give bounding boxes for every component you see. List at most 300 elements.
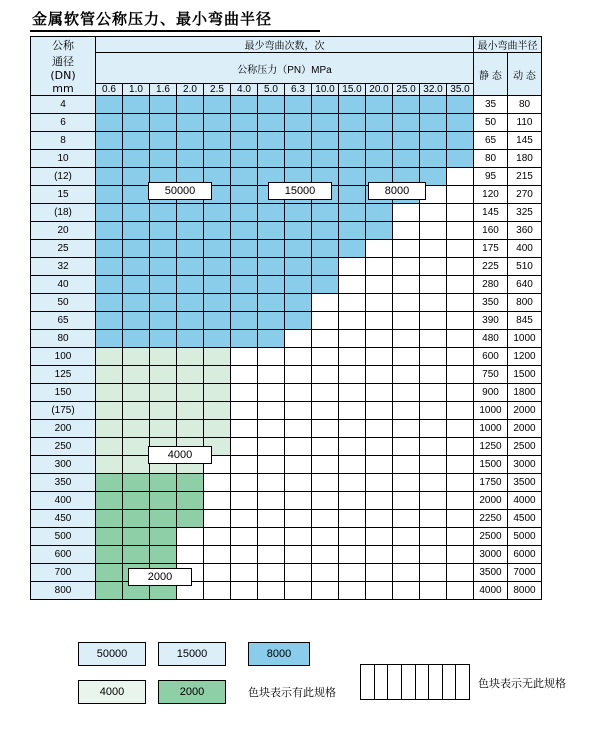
cell-23-7 bbox=[285, 510, 312, 528]
cell-8-3 bbox=[177, 240, 204, 258]
callout-8000: 8000 bbox=[368, 182, 426, 200]
cell-23-6 bbox=[258, 510, 285, 528]
cell-25-11 bbox=[393, 546, 420, 564]
cell-1-6 bbox=[258, 114, 285, 132]
cell-14-4 bbox=[204, 348, 231, 366]
legend-blank-note: 色块表示无此规格 bbox=[478, 677, 566, 690]
cell-0-8 bbox=[312, 96, 339, 114]
cell-10-5 bbox=[231, 276, 258, 294]
cell-16-3 bbox=[177, 384, 204, 402]
cell-17-12 bbox=[420, 402, 447, 420]
table-row bbox=[31, 96, 542, 114]
table-row bbox=[31, 150, 542, 168]
cell-16-2 bbox=[150, 384, 177, 402]
cell-6-7 bbox=[285, 204, 312, 222]
cell-9-0 bbox=[96, 258, 123, 276]
cell-7-0 bbox=[96, 222, 123, 240]
pressure-col-4: 2.5 bbox=[204, 84, 231, 96]
static-radius: 390 bbox=[474, 312, 508, 330]
static-radius: 160 bbox=[474, 222, 508, 240]
cell-21-11 bbox=[393, 474, 420, 492]
cell-16-11 bbox=[393, 384, 420, 402]
cell-25-9 bbox=[339, 546, 366, 564]
dynamic-radius: 1200 bbox=[508, 348, 542, 366]
cell-12-8 bbox=[312, 312, 339, 330]
cell-15-12 bbox=[420, 366, 447, 384]
cell-17-9 bbox=[339, 402, 366, 420]
cell-2-7 bbox=[285, 132, 312, 150]
cell-9-8 bbox=[312, 258, 339, 276]
static-radius: 175 bbox=[474, 240, 508, 258]
cell-17-2 bbox=[150, 402, 177, 420]
cell-25-7 bbox=[285, 546, 312, 564]
dynamic-radius: 1500 bbox=[508, 366, 542, 384]
cell-27-9 bbox=[339, 582, 366, 600]
cell-16-1 bbox=[123, 384, 150, 402]
dynamic-radius: 80 bbox=[508, 96, 542, 114]
cell-2-3 bbox=[177, 132, 204, 150]
cell-25-1 bbox=[123, 546, 150, 564]
cell-24-4 bbox=[204, 528, 231, 546]
table-row bbox=[31, 240, 542, 258]
cell-8-2 bbox=[150, 240, 177, 258]
cell-4-5 bbox=[231, 168, 258, 186]
table-row bbox=[31, 510, 542, 528]
cell-3-8 bbox=[312, 150, 339, 168]
cell-2-0 bbox=[96, 132, 123, 150]
pressure-col-12: 32.0 bbox=[420, 84, 447, 96]
legend-box-15000: 15000 bbox=[158, 642, 226, 666]
cell-14-2 bbox=[150, 348, 177, 366]
cell-21-0 bbox=[96, 474, 123, 492]
dn-value: 65 bbox=[31, 312, 96, 330]
cell-6-13 bbox=[447, 204, 474, 222]
cell-10-2 bbox=[150, 276, 177, 294]
cell-18-6 bbox=[258, 420, 285, 438]
cell-7-7 bbox=[285, 222, 312, 240]
table-row bbox=[31, 348, 542, 366]
static-radius: 95 bbox=[474, 168, 508, 186]
cell-1-2 bbox=[150, 114, 177, 132]
cell-24-9 bbox=[339, 528, 366, 546]
table-row bbox=[31, 474, 542, 492]
cell-8-11 bbox=[393, 240, 420, 258]
cell-20-8 bbox=[312, 456, 339, 474]
cell-18-10 bbox=[366, 420, 393, 438]
cell-22-10 bbox=[366, 492, 393, 510]
cell-2-8 bbox=[312, 132, 339, 150]
cell-27-5 bbox=[231, 582, 258, 600]
cell-9-5 bbox=[231, 258, 258, 276]
cell-21-1 bbox=[123, 474, 150, 492]
cell-25-3 bbox=[177, 546, 204, 564]
cell-0-4 bbox=[204, 96, 231, 114]
dynamic-radius: 110 bbox=[508, 114, 542, 132]
dynamic-radius: 800 bbox=[508, 294, 542, 312]
cell-17-0 bbox=[96, 402, 123, 420]
dn-value: 25 bbox=[31, 240, 96, 258]
cell-22-5 bbox=[231, 492, 258, 510]
cell-7-4 bbox=[204, 222, 231, 240]
pressure-col-11: 25.0 bbox=[393, 84, 420, 96]
cell-7-3 bbox=[177, 222, 204, 240]
cell-8-5 bbox=[231, 240, 258, 258]
cell-0-0 bbox=[96, 96, 123, 114]
dynamic-radius: 180 bbox=[508, 150, 542, 168]
static-radius: 65 bbox=[474, 132, 508, 150]
bend-count-header: 最少弯曲次数，次 bbox=[96, 37, 474, 53]
cell-15-6 bbox=[258, 366, 285, 384]
cell-26-13 bbox=[447, 564, 474, 582]
table-row bbox=[31, 402, 542, 420]
cell-24-6 bbox=[258, 528, 285, 546]
cell-13-13 bbox=[447, 330, 474, 348]
cell-24-12 bbox=[420, 528, 447, 546]
cell-14-3 bbox=[177, 348, 204, 366]
cell-0-11 bbox=[393, 96, 420, 114]
dynamic-radius: 4000 bbox=[508, 492, 542, 510]
cell-3-5 bbox=[231, 150, 258, 168]
cell-20-11 bbox=[393, 456, 420, 474]
cell-23-12 bbox=[420, 510, 447, 528]
cell-6-5 bbox=[231, 204, 258, 222]
cell-2-9 bbox=[339, 132, 366, 150]
cell-20-13 bbox=[447, 456, 474, 474]
cell-0-9 bbox=[339, 96, 366, 114]
pressure-col-1: 1.0 bbox=[123, 84, 150, 96]
static-radius: 1000 bbox=[474, 420, 508, 438]
cell-16-0 bbox=[96, 384, 123, 402]
cell-22-13 bbox=[447, 492, 474, 510]
static-radius: 3500 bbox=[474, 564, 508, 582]
cell-22-0 bbox=[96, 492, 123, 510]
dn-value: 200 bbox=[31, 420, 96, 438]
static-header: 静 态 bbox=[474, 53, 508, 96]
cell-19-11 bbox=[393, 438, 420, 456]
table-row bbox=[31, 420, 542, 438]
cell-1-9 bbox=[339, 114, 366, 132]
cell-24-3 bbox=[177, 528, 204, 546]
cell-24-0 bbox=[96, 528, 123, 546]
cell-4-1 bbox=[123, 168, 150, 186]
dn-header-line-1: 通径 bbox=[52, 55, 74, 68]
cell-15-2 bbox=[150, 366, 177, 384]
cell-12-0 bbox=[96, 312, 123, 330]
cell-14-13 bbox=[447, 348, 474, 366]
dn-value: 400 bbox=[31, 492, 96, 510]
dn-value: 20 bbox=[31, 222, 96, 240]
legend bbox=[30, 636, 570, 726]
cell-9-7 bbox=[285, 258, 312, 276]
cell-1-5 bbox=[231, 114, 258, 132]
cell-0-7 bbox=[285, 96, 312, 114]
cell-14-12 bbox=[420, 348, 447, 366]
cell-7-11 bbox=[393, 222, 420, 240]
cell-4-9 bbox=[339, 168, 366, 186]
dn-value: 40 bbox=[31, 276, 96, 294]
dn-value: 10 bbox=[31, 150, 96, 168]
dynamic-radius: 510 bbox=[508, 258, 542, 276]
table-row bbox=[31, 528, 542, 546]
cell-9-1 bbox=[123, 258, 150, 276]
cell-13-8 bbox=[312, 330, 339, 348]
cell-27-10 bbox=[366, 582, 393, 600]
dynamic-radius: 2000 bbox=[508, 420, 542, 438]
cell-4-0 bbox=[96, 168, 123, 186]
cell-15-7 bbox=[285, 366, 312, 384]
cell-7-12 bbox=[420, 222, 447, 240]
cell-13-12 bbox=[420, 330, 447, 348]
cell-14-9 bbox=[339, 348, 366, 366]
cell-13-5 bbox=[231, 330, 258, 348]
dynamic-radius: 4500 bbox=[508, 510, 542, 528]
cell-27-8 bbox=[312, 582, 339, 600]
cell-13-4 bbox=[204, 330, 231, 348]
cell-17-7 bbox=[285, 402, 312, 420]
cell-18-0 bbox=[96, 420, 123, 438]
static-radius: 350 bbox=[474, 294, 508, 312]
callout-4000: 4000 bbox=[148, 446, 212, 464]
cell-22-2 bbox=[150, 492, 177, 510]
cell-18-1 bbox=[123, 420, 150, 438]
cell-1-0 bbox=[96, 114, 123, 132]
dn-value: 6 bbox=[31, 114, 96, 132]
cell-22-6 bbox=[258, 492, 285, 510]
cell-13-10 bbox=[366, 330, 393, 348]
cell-6-2 bbox=[150, 204, 177, 222]
table-head bbox=[31, 37, 542, 96]
cell-18-11 bbox=[393, 420, 420, 438]
cell-1-11 bbox=[393, 114, 420, 132]
cell-24-1 bbox=[123, 528, 150, 546]
cell-5-0 bbox=[96, 186, 123, 204]
cell-15-0 bbox=[96, 366, 123, 384]
callout-15000: 15000 bbox=[268, 182, 332, 200]
cell-3-1 bbox=[123, 150, 150, 168]
cell-21-10 bbox=[366, 474, 393, 492]
cell-14-6 bbox=[258, 348, 285, 366]
cell-0-13 bbox=[447, 96, 474, 114]
cell-26-10 bbox=[366, 564, 393, 582]
table-row bbox=[31, 384, 542, 402]
cell-20-5 bbox=[231, 456, 258, 474]
dn-value: (12) bbox=[31, 168, 96, 186]
dn-value: 100 bbox=[31, 348, 96, 366]
dynamic-radius: 1000 bbox=[508, 330, 542, 348]
cell-7-13 bbox=[447, 222, 474, 240]
pressure-col-8: 10.0 bbox=[312, 84, 339, 96]
cell-10-7 bbox=[285, 276, 312, 294]
cell-20-6 bbox=[258, 456, 285, 474]
cell-8-12 bbox=[420, 240, 447, 258]
table-row bbox=[31, 546, 542, 564]
cell-7-5 bbox=[231, 222, 258, 240]
cell-21-12 bbox=[420, 474, 447, 492]
cell-12-12 bbox=[420, 312, 447, 330]
cell-3-12 bbox=[420, 150, 447, 168]
cell-11-2 bbox=[150, 294, 177, 312]
cell-17-4 bbox=[204, 402, 231, 420]
cell-10-6 bbox=[258, 276, 285, 294]
table-row bbox=[31, 312, 542, 330]
cell-24-10 bbox=[366, 528, 393, 546]
cell-15-5 bbox=[231, 366, 258, 384]
cell-13-6 bbox=[258, 330, 285, 348]
cell-10-12 bbox=[420, 276, 447, 294]
cell-7-1 bbox=[123, 222, 150, 240]
cell-5-9 bbox=[339, 186, 366, 204]
cell-26-12 bbox=[420, 564, 447, 582]
dynamic-radius: 640 bbox=[508, 276, 542, 294]
cell-9-9 bbox=[339, 258, 366, 276]
cell-18-5 bbox=[231, 420, 258, 438]
dn-header-line-3: mm bbox=[52, 82, 74, 95]
cell-7-2 bbox=[150, 222, 177, 240]
cell-8-0 bbox=[96, 240, 123, 258]
cell-14-11 bbox=[393, 348, 420, 366]
dn-value: 8 bbox=[31, 132, 96, 150]
cell-19-5 bbox=[231, 438, 258, 456]
cell-18-9 bbox=[339, 420, 366, 438]
cell-19-8 bbox=[312, 438, 339, 456]
cell-23-8 bbox=[312, 510, 339, 528]
dynamic-radius: 3500 bbox=[508, 474, 542, 492]
table-row bbox=[31, 456, 542, 474]
cell-16-4 bbox=[204, 384, 231, 402]
cell-16-8 bbox=[312, 384, 339, 402]
cell-21-7 bbox=[285, 474, 312, 492]
title-underline bbox=[30, 30, 320, 32]
cell-15-1 bbox=[123, 366, 150, 384]
cell-15-9 bbox=[339, 366, 366, 384]
cell-8-9 bbox=[339, 240, 366, 258]
table-body bbox=[31, 96, 542, 600]
cell-10-0 bbox=[96, 276, 123, 294]
cell-3-7 bbox=[285, 150, 312, 168]
spec-table bbox=[30, 36, 542, 600]
cell-22-12 bbox=[420, 492, 447, 510]
cell-14-10 bbox=[366, 348, 393, 366]
cell-17-11 bbox=[393, 402, 420, 420]
cell-11-9 bbox=[339, 294, 366, 312]
cell-13-3 bbox=[177, 330, 204, 348]
cell-8-4 bbox=[204, 240, 231, 258]
cell-21-8 bbox=[312, 474, 339, 492]
cell-11-13 bbox=[447, 294, 474, 312]
dynamic-radius: 845 bbox=[508, 312, 542, 330]
cell-12-13 bbox=[447, 312, 474, 330]
cell-5-13 bbox=[447, 186, 474, 204]
cell-6-1 bbox=[123, 204, 150, 222]
cell-27-12 bbox=[420, 582, 447, 600]
cell-3-6 bbox=[258, 150, 285, 168]
cell-23-0 bbox=[96, 510, 123, 528]
cell-27-11 bbox=[393, 582, 420, 600]
cell-23-10 bbox=[366, 510, 393, 528]
dynamic-radius: 7000 bbox=[508, 564, 542, 582]
cell-17-1 bbox=[123, 402, 150, 420]
pressure-header: 公称压力（PN）MPa bbox=[96, 53, 474, 84]
cell-0-3 bbox=[177, 96, 204, 114]
cell-25-4 bbox=[204, 546, 231, 564]
static-radius: 280 bbox=[474, 276, 508, 294]
cell-11-10 bbox=[366, 294, 393, 312]
cell-1-7 bbox=[285, 114, 312, 132]
cell-7-8 bbox=[312, 222, 339, 240]
cell-9-6 bbox=[258, 258, 285, 276]
cell-24-7 bbox=[285, 528, 312, 546]
static-radius: 50 bbox=[474, 114, 508, 132]
cell-12-11 bbox=[393, 312, 420, 330]
cell-6-12 bbox=[420, 204, 447, 222]
cell-12-2 bbox=[150, 312, 177, 330]
dynamic-radius: 325 bbox=[508, 204, 542, 222]
dn-value: 500 bbox=[31, 528, 96, 546]
cell-6-8 bbox=[312, 204, 339, 222]
dn-value: 450 bbox=[31, 510, 96, 528]
cell-27-0 bbox=[96, 582, 123, 600]
cell-15-8 bbox=[312, 366, 339, 384]
cell-11-7 bbox=[285, 294, 312, 312]
cell-12-9 bbox=[339, 312, 366, 330]
cell-23-5 bbox=[231, 510, 258, 528]
static-radius: 1250 bbox=[474, 438, 508, 456]
cell-10-13 bbox=[447, 276, 474, 294]
cell-9-3 bbox=[177, 258, 204, 276]
pressure-col-0: 0.6 bbox=[96, 84, 123, 96]
cell-5-1 bbox=[123, 186, 150, 204]
cell-17-10 bbox=[366, 402, 393, 420]
cell-12-1 bbox=[123, 312, 150, 330]
cell-11-6 bbox=[258, 294, 285, 312]
static-radius: 480 bbox=[474, 330, 508, 348]
cell-26-0 bbox=[96, 564, 123, 582]
cell-26-5 bbox=[231, 564, 258, 582]
cell-19-10 bbox=[366, 438, 393, 456]
cell-8-13 bbox=[447, 240, 474, 258]
legend-box-4000: 4000 bbox=[78, 680, 146, 704]
cell-20-0 bbox=[96, 456, 123, 474]
cell-24-2 bbox=[150, 528, 177, 546]
cell-23-4 bbox=[204, 510, 231, 528]
cell-2-11 bbox=[393, 132, 420, 150]
cell-20-12 bbox=[420, 456, 447, 474]
dn-value: 300 bbox=[31, 456, 96, 474]
dn-value: (175) bbox=[31, 402, 96, 420]
dynamic-radius: 8000 bbox=[508, 582, 542, 600]
cell-9-2 bbox=[150, 258, 177, 276]
static-radius: 145 bbox=[474, 204, 508, 222]
cell-22-1 bbox=[123, 492, 150, 510]
dn-value: 350 bbox=[31, 474, 96, 492]
dn-value: (18) bbox=[31, 204, 96, 222]
dn-value: 50 bbox=[31, 294, 96, 312]
cell-0-6 bbox=[258, 96, 285, 114]
cell-24-11 bbox=[393, 528, 420, 546]
pressure-col-6: 5.0 bbox=[258, 84, 285, 96]
cell-25-0 bbox=[96, 546, 123, 564]
dynamic-radius: 3000 bbox=[508, 456, 542, 474]
cell-10-11 bbox=[393, 276, 420, 294]
cell-15-10 bbox=[366, 366, 393, 384]
cell-12-4 bbox=[204, 312, 231, 330]
cell-8-6 bbox=[258, 240, 285, 258]
table-row bbox=[31, 330, 542, 348]
static-radius: 120 bbox=[474, 186, 508, 204]
cell-26-7 bbox=[285, 564, 312, 582]
cell-11-3 bbox=[177, 294, 204, 312]
cell-19-0 bbox=[96, 438, 123, 456]
